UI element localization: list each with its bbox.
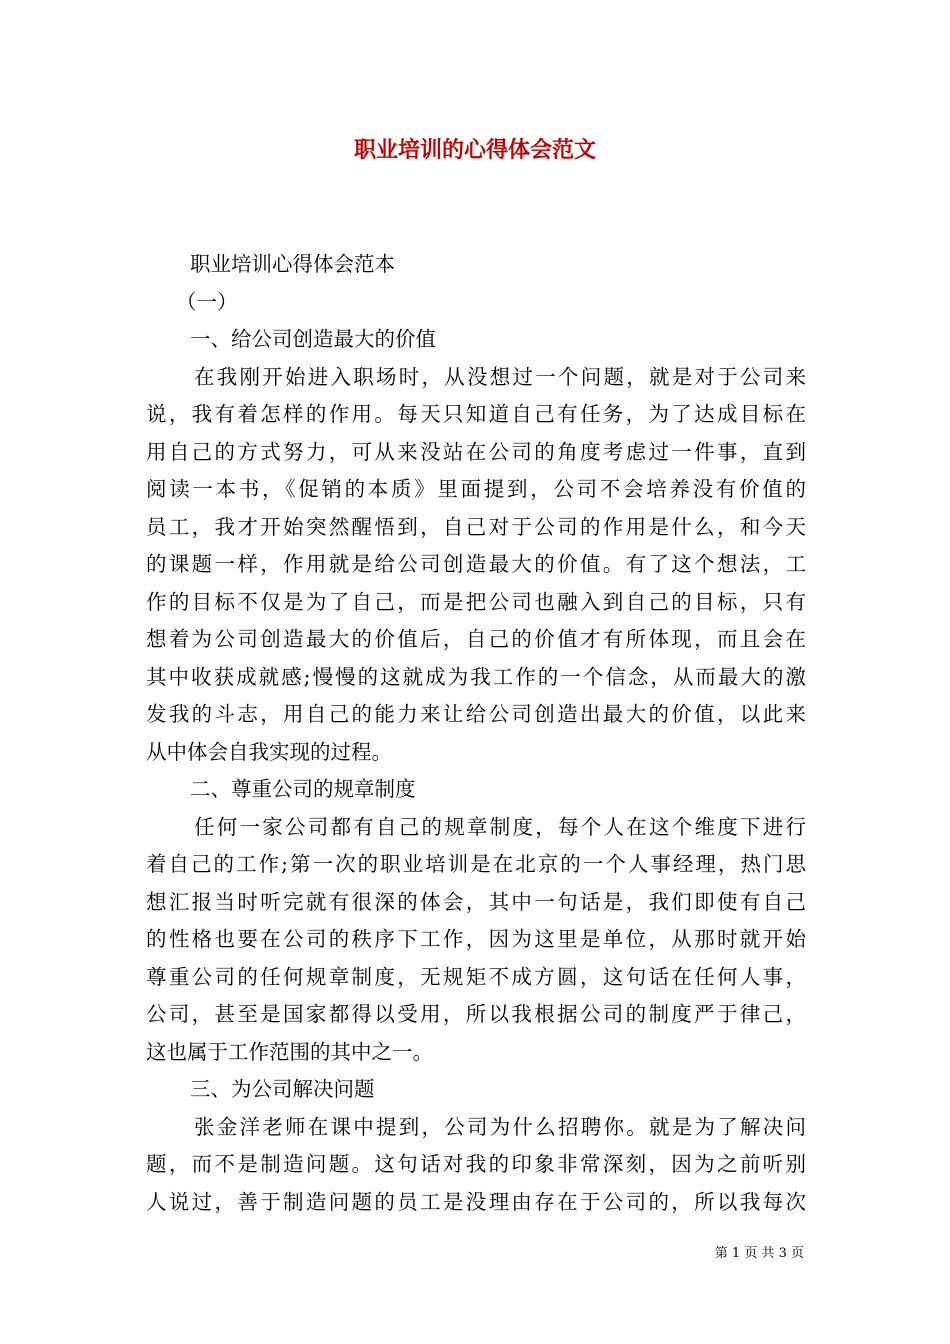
body-line: 尊重公司的任何规章制度，无规矩不成方圆，这句话在任何人事， xyxy=(146,964,806,989)
body-line: 着自己的工作;第一次的职业培训是在北京的一个人事经理，热门思 xyxy=(146,852,806,876)
body-line: 想着为公司创造最大的价值后，自己的价值才有所体现，而且会在 xyxy=(146,627,806,651)
body-line: 二、尊重公司的规章制度 xyxy=(190,777,416,801)
body-line: 在我刚开始进入职场时，从没想过一个问题，就是对于公司来 xyxy=(194,364,806,389)
body-line: 想汇报当时听完就有很深的体会，其中一句话是，我们即使有自己 xyxy=(146,889,806,914)
body-line: 其中收获成就感;慢慢的这就成为我工作的一个信念，从而最大的激 xyxy=(146,664,806,689)
document-body xyxy=(146,246,806,1221)
body-line: 的性格也要在公司的秩序下工作，因为这里是单位，从那时就开始 xyxy=(146,927,806,951)
body-line: 任何一家公司都有自己的规章制度，每个人在这个维度下进行 xyxy=(194,814,806,839)
page-footer: 第 1 页 共 3 页 xyxy=(714,1246,804,1261)
body-line: 作的目标不仅是为了自己，而是把公司也融入到自己的目标，只有 xyxy=(146,589,806,614)
body-line: 从中体会自我实现的过程。 xyxy=(146,739,392,764)
body-line: 三、为公司解决问题 xyxy=(190,1077,375,1101)
body-line: 员工，我才开始突然醒悟到，自己对于公司的作用是什么，和今天 xyxy=(146,514,806,539)
body-line: 阅读一本书，《促销的本质》里面提到，公司不会培养没有价值的 xyxy=(146,477,806,501)
body-line: 职业培训心得体会范本 xyxy=(190,252,395,276)
body-line: 公司，甚至是国家都得以受用，所以我根据公司的制度严于律己， xyxy=(146,1002,806,1026)
document-title: 职业培训的心得体会范文 xyxy=(353,137,596,163)
body-line: 发我的斗志，用自己的能力来让给公司创造出最大的价值，以此来 xyxy=(146,702,806,726)
body-line: 这也属于工作范围的其中之一。 xyxy=(146,1039,433,1064)
body-line: 用自己的方式努力，可从来没站在公司的角度考虑过一件事，直到 xyxy=(146,439,806,464)
body-line: （一） xyxy=(176,289,238,314)
body-line: 一、给公司创造最大的价值 xyxy=(190,327,436,351)
body-line: 人说过，善于制造问题的员工是没理由存在于公司的，所以我每次 xyxy=(146,1189,806,1214)
body-line: 说，我有着怎样的作用。每天只知道自己有任务，为了达成目标在 xyxy=(146,402,806,426)
body-line: 的课题一样，作用就是给公司创造最大的价值。有了这个想法，工 xyxy=(146,552,806,576)
body-line: 题，而不是制造问题。这句话对我的印象非常深刻，因为之前听别 xyxy=(146,1152,806,1176)
body-line: 张金洋老师在课中提到，公司为什么招聘你。就是为了解决问 xyxy=(194,1114,806,1139)
